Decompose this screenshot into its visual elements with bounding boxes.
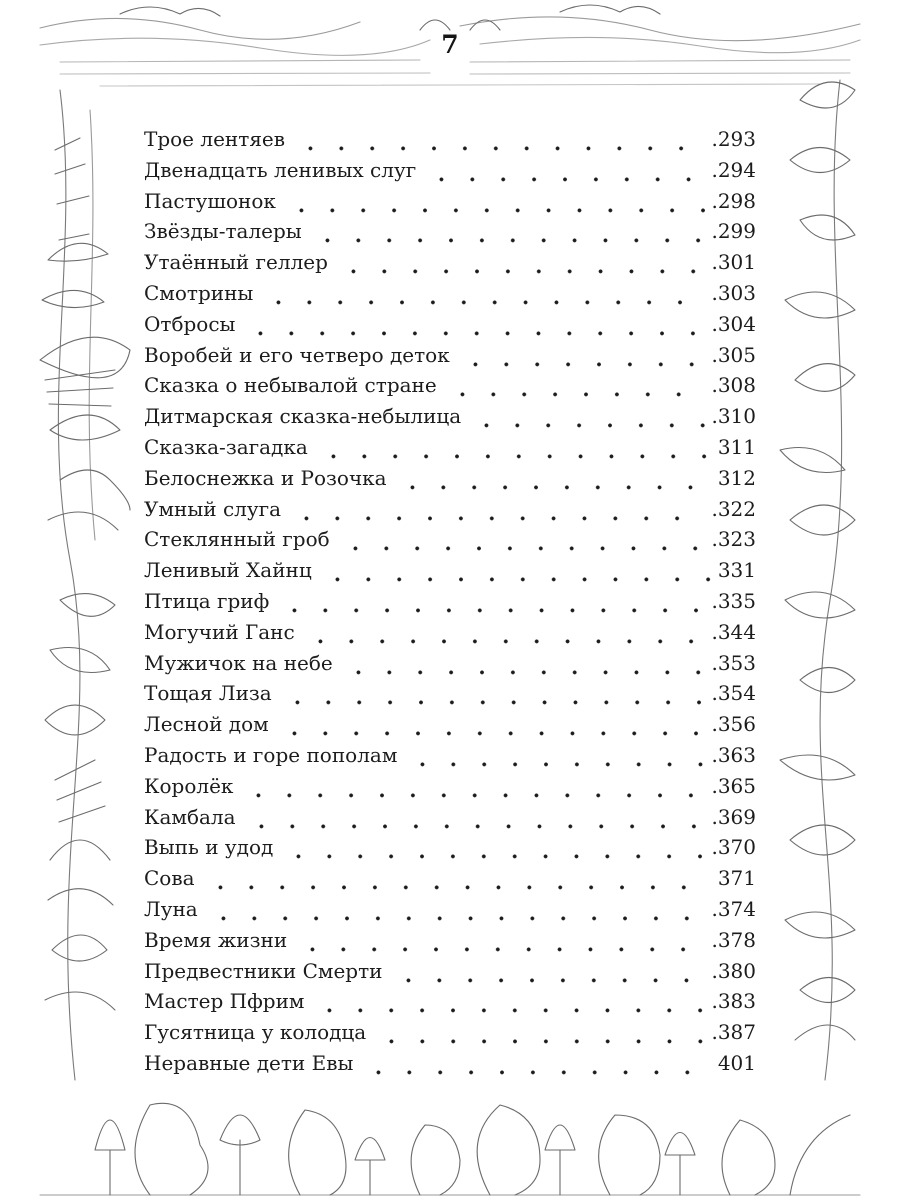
toc-entry (144, 986, 756, 1017)
toc-entry-title: Могучий Ганс (144, 619, 295, 644)
toc-entry-page: .370 (711, 835, 756, 860)
toc-entry-page: .378 (711, 927, 756, 952)
toc-dot-leader (246, 802, 706, 833)
toc-entry (144, 832, 756, 863)
toc-entry (144, 1048, 756, 1079)
toc-entry-title: Луна (144, 896, 198, 921)
toc-entry (144, 771, 756, 802)
toc-entry (144, 186, 756, 217)
toc-entry (144, 740, 756, 771)
toc-entry (144, 1017, 756, 1048)
toc-dot-leader (263, 278, 705, 309)
toc-dot-leader (295, 124, 705, 155)
toc-dot-leader (407, 740, 705, 771)
toc-entry-title: Пастушонок (144, 188, 276, 213)
toc-dot-leader (282, 678, 706, 709)
toc-entry-page: .356 (711, 712, 756, 737)
toc-entry (144, 278, 756, 309)
toc-entry-title: Радость и горе пополам (144, 742, 398, 767)
toc-entry-page: .293 (711, 127, 756, 151)
left-foliage (40, 90, 130, 1080)
table-of-contents (144, 124, 756, 1079)
toc-dot-leader (245, 309, 705, 340)
toc-dot-leader (205, 863, 712, 894)
toc-entry-page: .363 (711, 742, 756, 767)
toc-entry (144, 216, 756, 247)
toc-entry (144, 802, 756, 833)
toc-entry (144, 155, 756, 186)
toc-dot-leader (291, 494, 705, 525)
toc-entry (144, 956, 756, 987)
toc-entry (144, 555, 756, 586)
toc-entry-title: Время жизни (144, 927, 288, 952)
toc-entry-title: Белоснежка и Розочка (144, 465, 387, 490)
toc-entry-page: .304 (711, 311, 756, 336)
toc-entry (144, 894, 756, 925)
toc-entry-page: .303 (711, 280, 756, 305)
toc-entry-title: Сова (144, 866, 195, 891)
toc-dot-leader (283, 832, 705, 863)
toc-entry-page: .301 (711, 250, 756, 275)
toc-dot-leader (322, 555, 712, 586)
toc-entry-title: Стеклянный гроб (144, 527, 330, 552)
toc-entry (144, 648, 756, 679)
toc-dot-leader (363, 1048, 711, 1079)
toc-dot-leader (279, 586, 705, 617)
toc-dot-leader (243, 771, 705, 802)
toc-entry-title: Выпь и удод (144, 835, 274, 860)
toc-entry-title: Птица гриф (144, 588, 270, 613)
toc-entry-page: 371 (717, 866, 756, 891)
toc-entry-title: Трое лентяев (144, 127, 286, 151)
toc-entry-title: Неравные дети Евы (144, 1050, 354, 1075)
toc-dot-leader (447, 370, 706, 401)
bottom-forest (40, 1103, 860, 1195)
toc-dot-leader (471, 401, 705, 432)
toc-entry-page: .310 (711, 404, 756, 429)
toc-dot-leader (340, 524, 706, 555)
toc-entry-page: .298 (711, 188, 756, 213)
toc-entry (144, 586, 756, 617)
toc-entry-page: .369 (711, 804, 756, 829)
toc-entry-page: .323 (711, 527, 756, 552)
toc-entry-title: Камбала (144, 804, 236, 829)
toc-entry (144, 925, 756, 956)
toc-entry (144, 124, 756, 155)
toc-entry-title: Мужичок на небе (144, 650, 333, 675)
toc-entry-title: Умный слуга (144, 496, 282, 521)
toc-entry (144, 370, 756, 401)
toc-entry-page: .322 (711, 496, 756, 521)
toc-dot-leader (297, 925, 705, 956)
toc-entry-page: .353 (711, 650, 756, 675)
toc-entry-page: .344 (711, 619, 756, 644)
toc-entry-page: 311 (717, 434, 756, 459)
toc-dot-leader (279, 709, 706, 740)
toc-entry (144, 524, 756, 555)
toc-entry-page: 331 (717, 558, 756, 583)
toc-entry-title: Сказка-загадка (144, 434, 308, 459)
toc-entry-title: Отбросы (144, 311, 236, 336)
toc-entry (144, 463, 756, 494)
toc-entry-title: Смотрины (144, 280, 254, 305)
toc-dot-leader (343, 648, 706, 679)
toc-entry (144, 340, 756, 371)
toc-dot-leader (460, 340, 706, 371)
right-foliage (780, 80, 855, 1080)
toc-entry (144, 432, 756, 463)
toc-entry-page: 312 (717, 465, 756, 490)
toc-dot-leader (393, 956, 706, 987)
toc-entry-page: .305 (711, 342, 756, 367)
toc-dot-leader (305, 617, 706, 648)
toc-entry (144, 863, 756, 894)
toc-entry (144, 494, 756, 525)
toc-entry-page: 401 (717, 1050, 756, 1075)
toc-entry (144, 309, 756, 340)
toc-entry (144, 247, 756, 278)
toc-entry-title: Королёк (144, 773, 234, 798)
toc-entry-title: Предвестники Смерти (144, 958, 383, 983)
toc-entry-page: .299 (711, 219, 756, 244)
toc-dot-leader (397, 463, 712, 494)
toc-dot-leader (338, 247, 706, 278)
toc-entry-title: Воробей и его четверо деток (144, 342, 450, 367)
toc-dot-leader (314, 986, 705, 1017)
toc-dot-leader (312, 216, 706, 247)
toc-entry (144, 401, 756, 432)
toc-entry-title: Сказка о небывалой стране (144, 373, 437, 398)
toc-entry (144, 678, 756, 709)
toc-entry-page: .335 (711, 588, 756, 613)
toc-entry (144, 709, 756, 740)
toc-entry-page: .374 (711, 896, 756, 921)
toc-entry-title: Двенадцать ленивых слуг (144, 157, 417, 182)
toc-entry-title: Мастер Пфрим (144, 989, 305, 1014)
toc-dot-leader (286, 186, 706, 217)
toc-entry-title: Дитмарская сказка-небылица (144, 404, 462, 429)
toc-entry-title: Лесной дом (144, 712, 269, 737)
toc-entry-page: .308 (711, 373, 756, 398)
toc-dot-leader (208, 894, 706, 925)
toc-entry-page: .380 (711, 958, 756, 983)
toc-entry-title: Тощая Лиза (144, 681, 272, 706)
toc-dot-leader (426, 155, 705, 186)
toc-entry-page: .294 (711, 157, 756, 182)
page-number: 7 (441, 30, 459, 59)
toc-entry (144, 617, 756, 648)
toc-entry-title: Звёзды-талеры (144, 219, 302, 244)
toc-entry-title: Утаённый геллер (144, 250, 328, 275)
toc-entry-title: Ленивый Хайнц (144, 558, 312, 583)
toc-entry-title: Гусятница у колодца (144, 1020, 367, 1045)
toc-entry-page: .387 (711, 1020, 756, 1045)
toc-entry-page: .383 (711, 989, 756, 1014)
toc-dot-leader (318, 432, 712, 463)
toc-entry-page: .365 (711, 773, 756, 798)
toc-entry-page: .354 (711, 681, 756, 706)
toc-dot-leader (376, 1017, 705, 1048)
